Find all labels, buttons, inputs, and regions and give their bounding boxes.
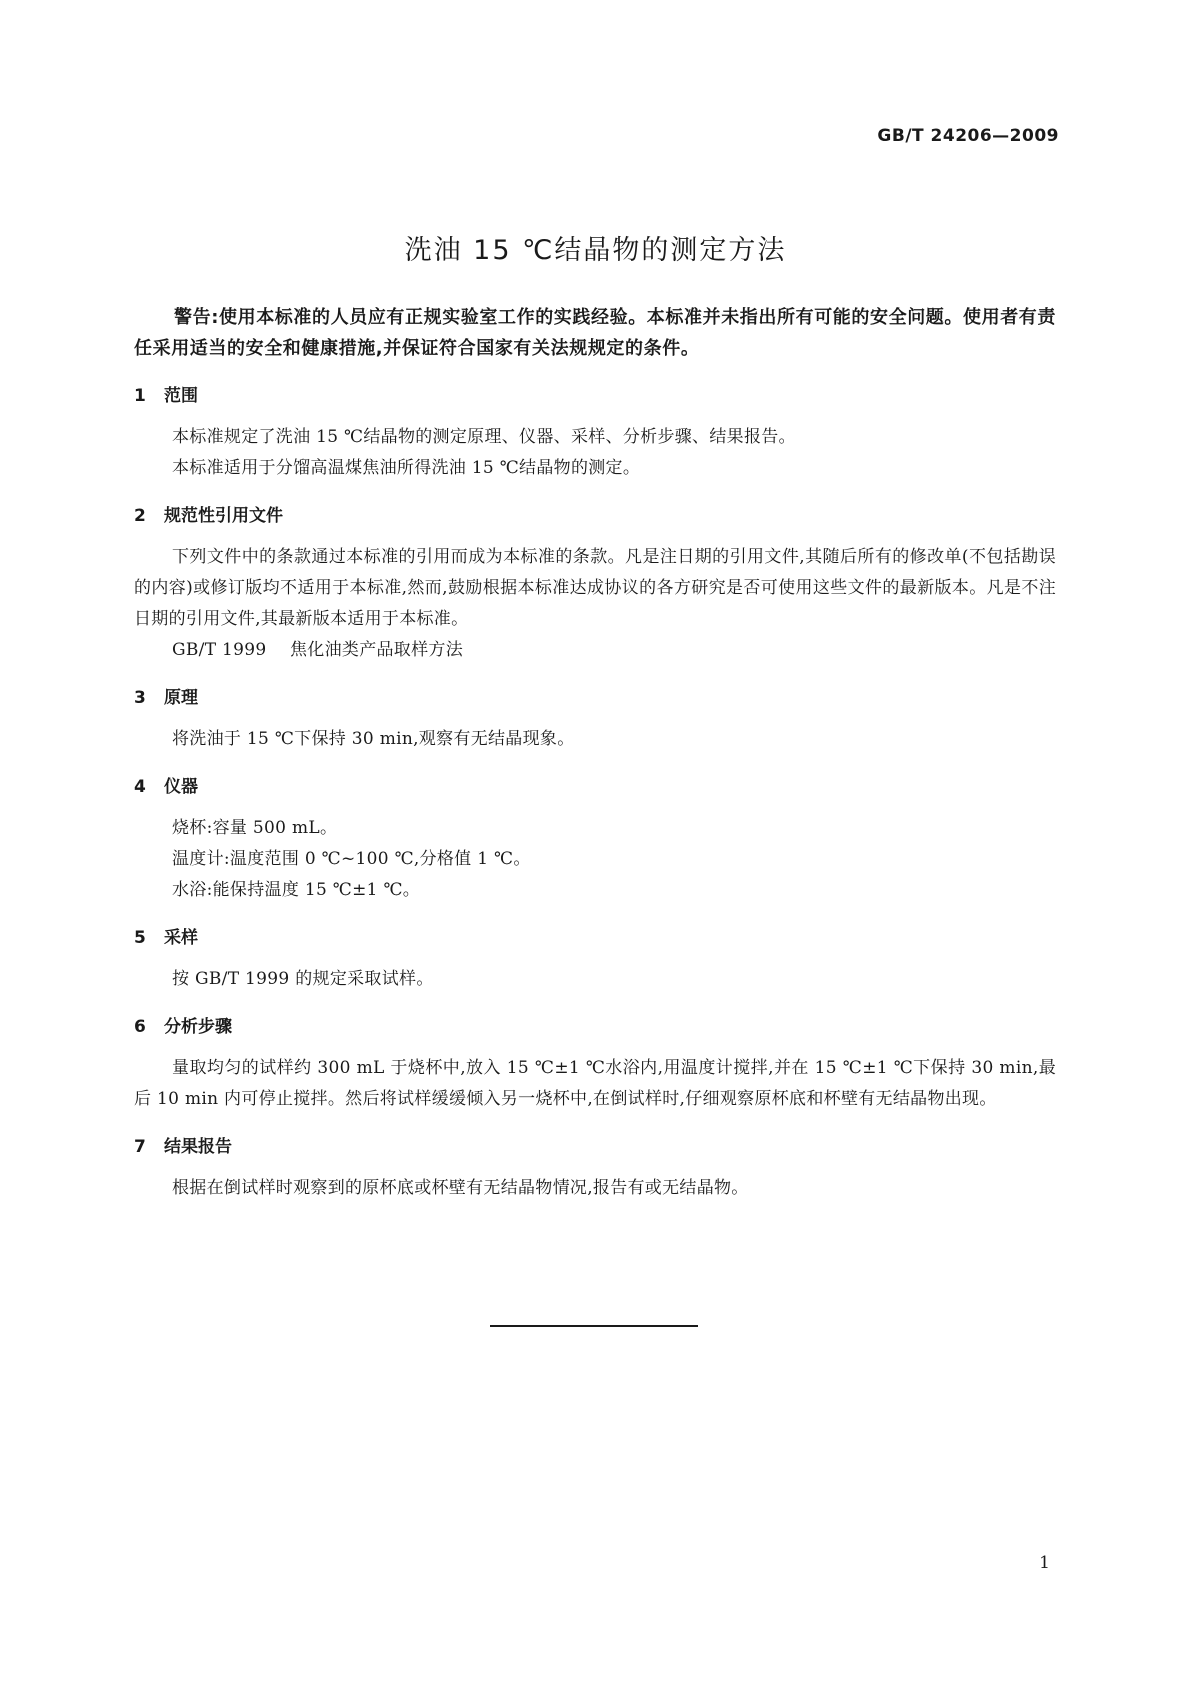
section-result-report	[134, 1135, 1056, 1204]
document-title: 洗油 15 ℃结晶物的测定方法	[404, 235, 787, 266]
body-line: 温度计:温度范围 0 ℃~100 ℃,分格值 1 ℃。	[172, 849, 531, 869]
section-title: 结果报告	[164, 1137, 232, 1157]
section-sampling	[134, 926, 1056, 995]
section-heading	[134, 1135, 1056, 1159]
section-heading	[134, 504, 1056, 528]
body-line: 将洗油于 15 ℃下保持 30 min,观察有无结晶现象。	[172, 729, 575, 749]
section-analysis-steps	[134, 1015, 1056, 1115]
section-heading	[134, 1015, 1056, 1039]
section-number: 7	[134, 1137, 146, 1157]
body-line: 根据在倒试样时观察到的原杯底或杯壁有无结晶物情况,报告有或无结晶物。	[172, 1178, 749, 1198]
section-heading	[134, 775, 1056, 799]
body-line: 水浴:能保持温度 15 ℃±1 ℃。	[172, 880, 421, 900]
section-heading	[134, 686, 1056, 710]
body-line: 本标准规定了洗油 15 ℃结晶物的测定原理、仪器、采样、分析步骤、结果报告。	[172, 427, 796, 447]
section-title: 采样	[164, 928, 198, 948]
section-number: 5	[134, 928, 146, 948]
reference-entry	[134, 635, 1056, 666]
reference-title: 焦化油类产品取样方法	[290, 640, 463, 660]
section-apparatus	[134, 775, 1056, 906]
section-principle	[134, 686, 1056, 755]
section-title: 范围	[164, 386, 198, 406]
section-title: 仪器	[164, 777, 198, 797]
section-number: 3	[134, 688, 146, 708]
section-normative-references	[134, 504, 1056, 666]
section-title: 规范性引用文件	[164, 506, 283, 526]
body-line: 烧杯:容量 500 mL。	[172, 818, 338, 838]
warning-text: 警告:使用本标准的人员应有正规实验室工作的实践经验。本标准并未指出所有可能的安全问题。使用者有责任采用适当的安全和健康措施,并保证符合国家有关法规规定的条件。	[134, 307, 1056, 359]
section-number: 4	[134, 777, 146, 797]
section-heading	[134, 926, 1056, 950]
section-number: 1	[134, 386, 146, 406]
section-title: 分析步骤	[164, 1017, 232, 1037]
section-number: 2	[134, 506, 146, 526]
section-heading	[134, 384, 1056, 408]
standard-number: GB/T 24206—2009	[877, 126, 1059, 146]
end-of-document-rule	[490, 1325, 698, 1327]
body-line: 本标准适用于分馏高温煤焦油所得洗油 15 ℃结晶物的测定。	[172, 458, 641, 478]
body-paragraph: 量取均匀的试样约 300 mL 于烧杯中,放入 15 ℃±1 ℃水浴内,用温度计搅拌,并在 15 ℃±1 ℃下保持 30 min,最后 10 min 内可停止搅拌。然后将试样缓缓倾入另一烧杯中,在倒试样时,仔细观察原杯底和杯壁有无结晶物出现。	[134, 1058, 1056, 1109]
body-line: 按 GB/T 1999 的规定采取试样。	[172, 969, 434, 989]
section-number: 6	[134, 1017, 146, 1037]
section-title: 原理	[164, 688, 198, 708]
page-number: 1	[1039, 1553, 1050, 1573]
body-paragraph: 下列文件中的条款通过本标准的引用而成为本标准的条款。凡是注日期的引用文件,其随后所有的修改单(不包括勘误的内容)或修订版均不适用于本标准,然而,鼓励根据本标准达成协议的各方研究是否可使用这些文件的最新版本。凡是不注日期的引用文件,其最新版本适用于本标准。	[134, 547, 1056, 629]
section-scope	[134, 384, 1056, 484]
reference-code: GB/T 1999	[172, 640, 267, 660]
document-body	[134, 302, 1056, 1204]
